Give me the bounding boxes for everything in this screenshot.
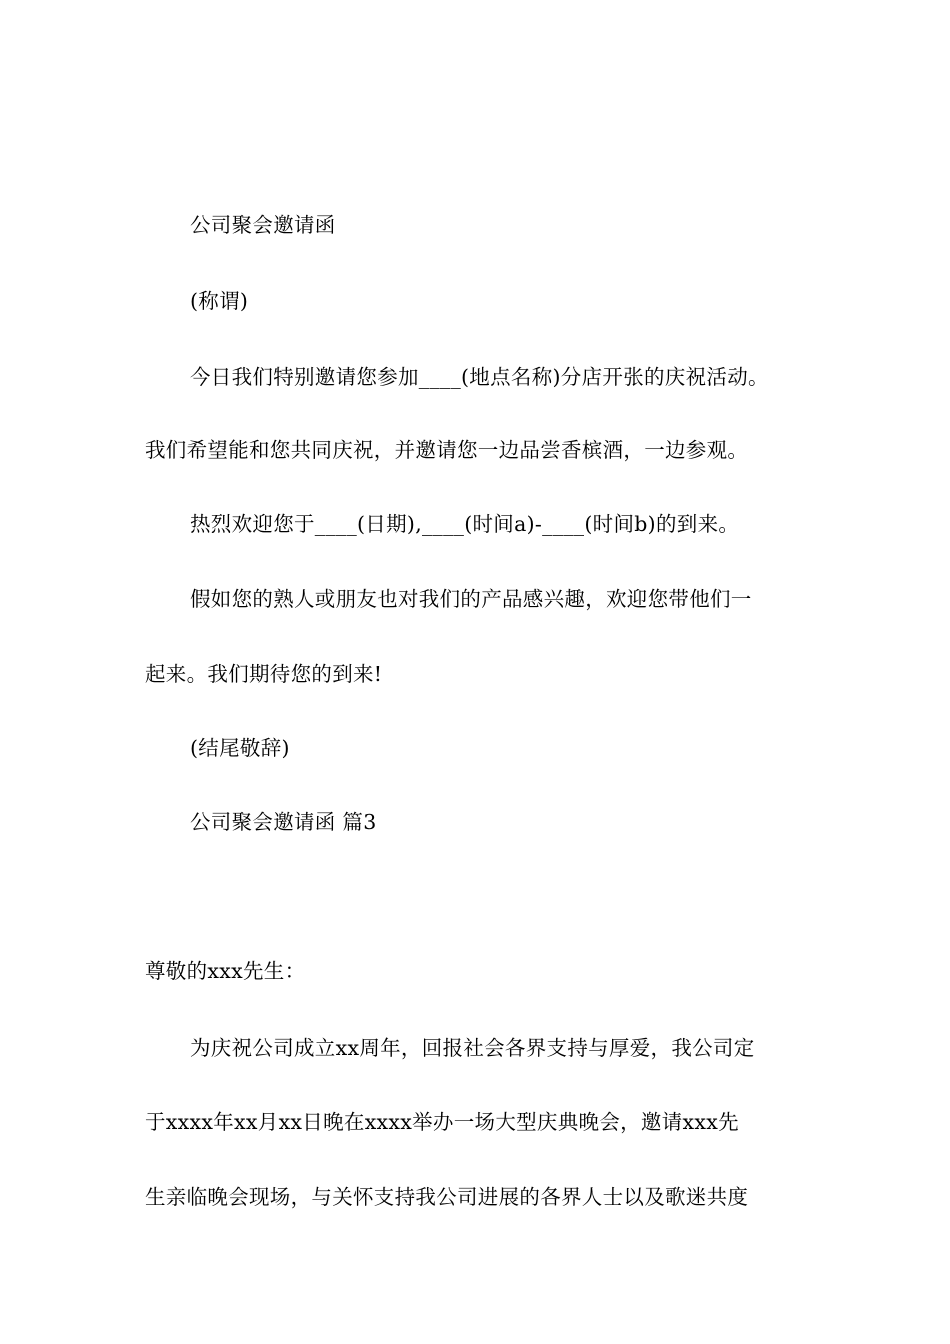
paragraph-line: 热烈欢迎您于____(日期),____(时间a)-____(时间b)的到来。 <box>190 512 740 536</box>
paragraph-line: 生亲临晚会现场，与关怀支持我公司进展的各界人士以及歌迷共度 <box>145 1185 749 1209</box>
paragraph-line: 于xxxx年xx月xx日晚在xxxx举办一场大型庆典晚会，邀请xxx先 <box>145 1110 739 1134</box>
salutation-placeholder: (称谓) <box>190 289 249 313</box>
paragraph-line: 起来。我们期待您的到来! <box>145 662 383 686</box>
section-heading: 公司聚会邀请函 篇3 <box>190 810 377 834</box>
letter-salutation: 尊敬的xxx先生： <box>145 959 306 983</box>
paragraph-line: 今日我们特别邀请您参加____(地点名称)分店开张的庆祝活动。 <box>190 365 769 389</box>
closing-placeholder: (结尾敬辞) <box>190 736 290 760</box>
paragraph-line: 假如您的熟人或朋友也对我们的产品感兴趣，欢迎您带他们一 <box>190 587 752 611</box>
letter-title: 公司聚会邀请函 <box>190 213 336 237</box>
paragraph-line: 我们希望能和您共同庆祝，并邀请您一边品尝香槟酒，一边参观。 <box>145 438 749 462</box>
paragraph-line: 为庆祝公司成立xx周年，回报社会各界支持与厚爱，我公司定 <box>190 1036 755 1060</box>
